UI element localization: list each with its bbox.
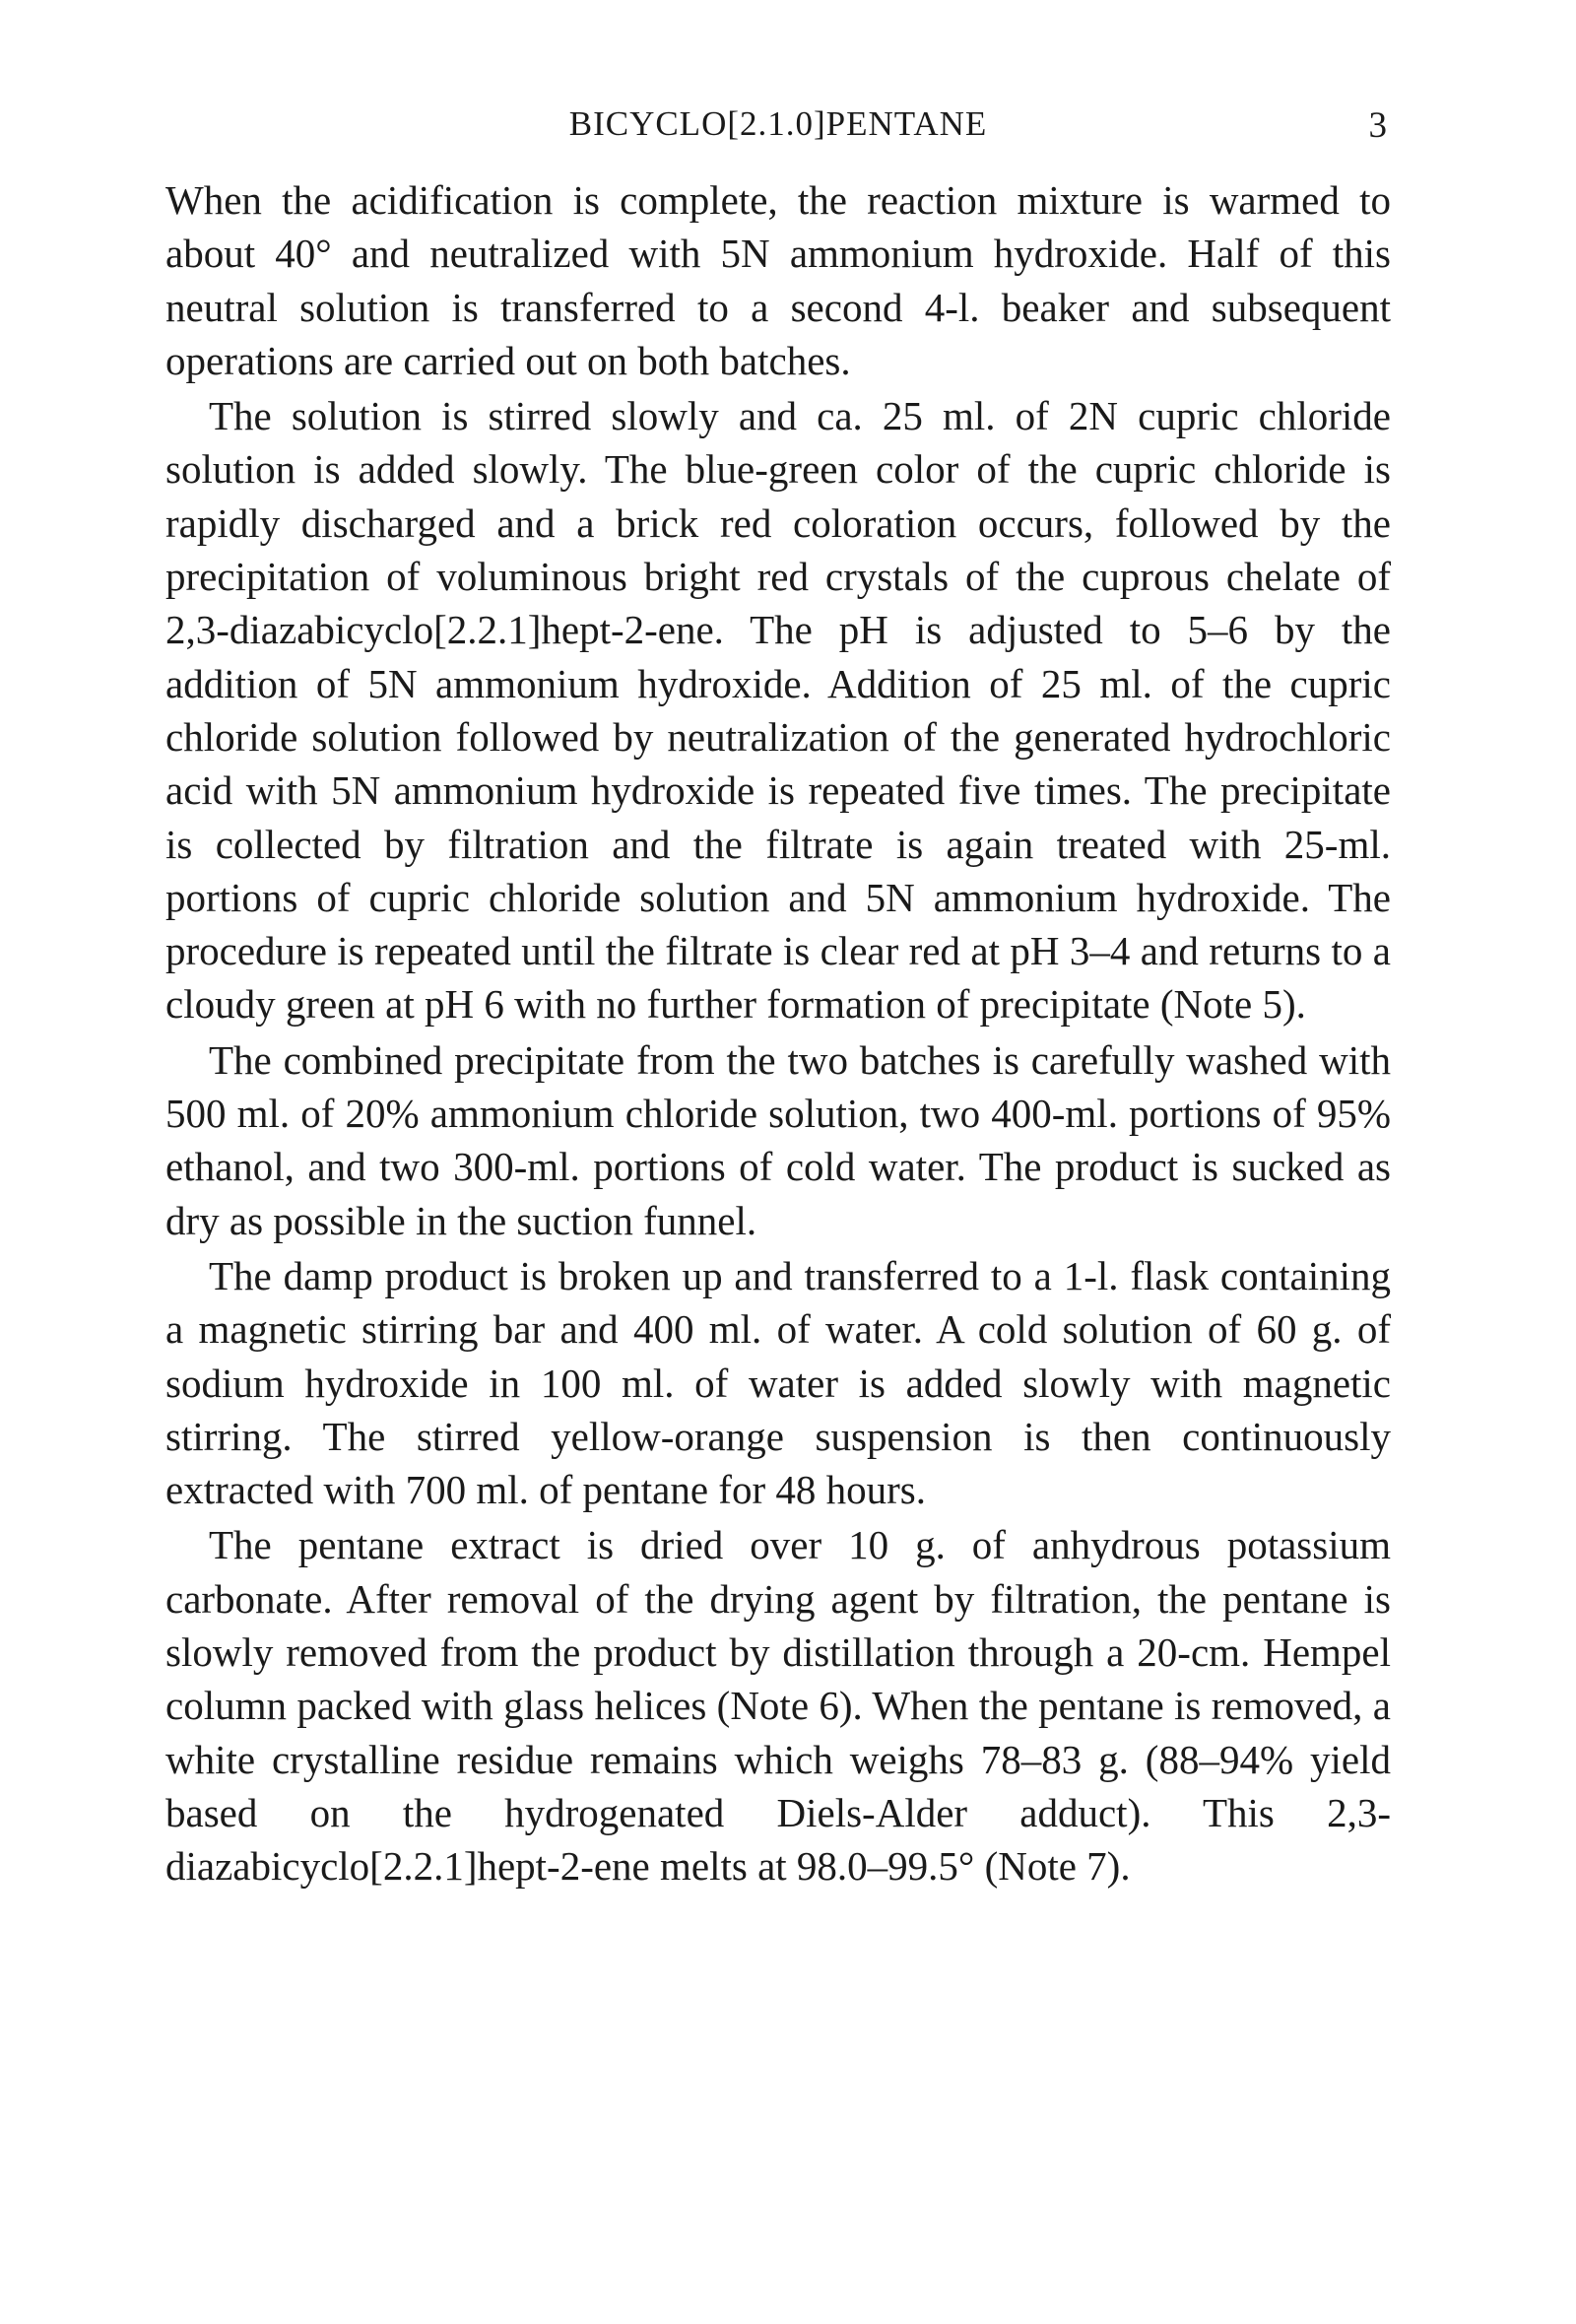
page-number: 3 [1368,105,1387,146]
paragraph-1: When the acidification is complete, the reaction mixture is warmed to about 40° and neutralized with 5N ammonium hydroxide. Half of this neutral solution is transferred to a second 4-l. beaker and subsequent operations are carried out on both batches. [165,177,1391,383]
paragraph-4: The damp product is broken up and transferred to a 1-l. flask containing a magnetic stirring bar and 400 ml. of water. A cold solution of 60 g. of sodium hydroxide in 100 ml. of water is added slowly with magnetic stirring. The stirred yellow-orange suspension is then continuously extracted with 700 ml. of pentane for 48 hours. [165,1252,1391,1513]
document-page [165,99,1391,1895]
running-title: BICYCLO[2.1.0]PENTANE [568,104,988,143]
running-header [165,99,1391,158]
paragraph-3: The combined precipitate from the two batches is carefully washed with 500 ml. of 20% ammonium chloride solution, two 400-ml. portions of 95% ethanol, and two 300-ml. portions of cold water. The product is sucked as dry as possible in the suction funnel. [165,1036,1391,1243]
paragraph-2: The solution is stirred slowly and ca. 25 ml. of 2N cupric chloride solution is added slowly. The blue-green color of the cupric chloride is rapidly discharged and a brick red coloration occurs, followed by the precipitation of voluminous bright red crystals of the cuprous chelate of 2,3-diazabicyclo[2.2.1]hept-2-ene. The pH is adjusted to 5–6 by the addition of 5N ammonium hydroxide. Addition of 25 ml. of the cupric chloride solution followed by neutralization of the generated hydrochloric acid with 5N ammonium hydroxide is repeated five times. The precipitate is collected by filtration and the filtrate is again treated with 25-ml. portions of cupric chloride solution and 5N ammonium hydroxide. The procedure is repeated until the filtrate is clear red at pH 3–4 and returns to a cloudy green at pH 6 with no further formation of precipitate (Note 5). [165,393,1391,1028]
paragraph-5: The pentane extract is dried over 10 g. of anhydrous potassium carbonate. After removal of the drying agent by filtration, the pentane is slowly removed from the product by distillation through a 20-cm. Hempel column packed with glass helices (Note 6). When the pentane is removed, a white crystalline residue remains which weighs 78–83 g. (88–94% yield based on the hydrogenated Diels-Alder adduct). This 2,3-diazabicyclo[2.2.1]hept-2-ene melts at 98.0–99.5° (Note 7). [165,1522,1391,1890]
